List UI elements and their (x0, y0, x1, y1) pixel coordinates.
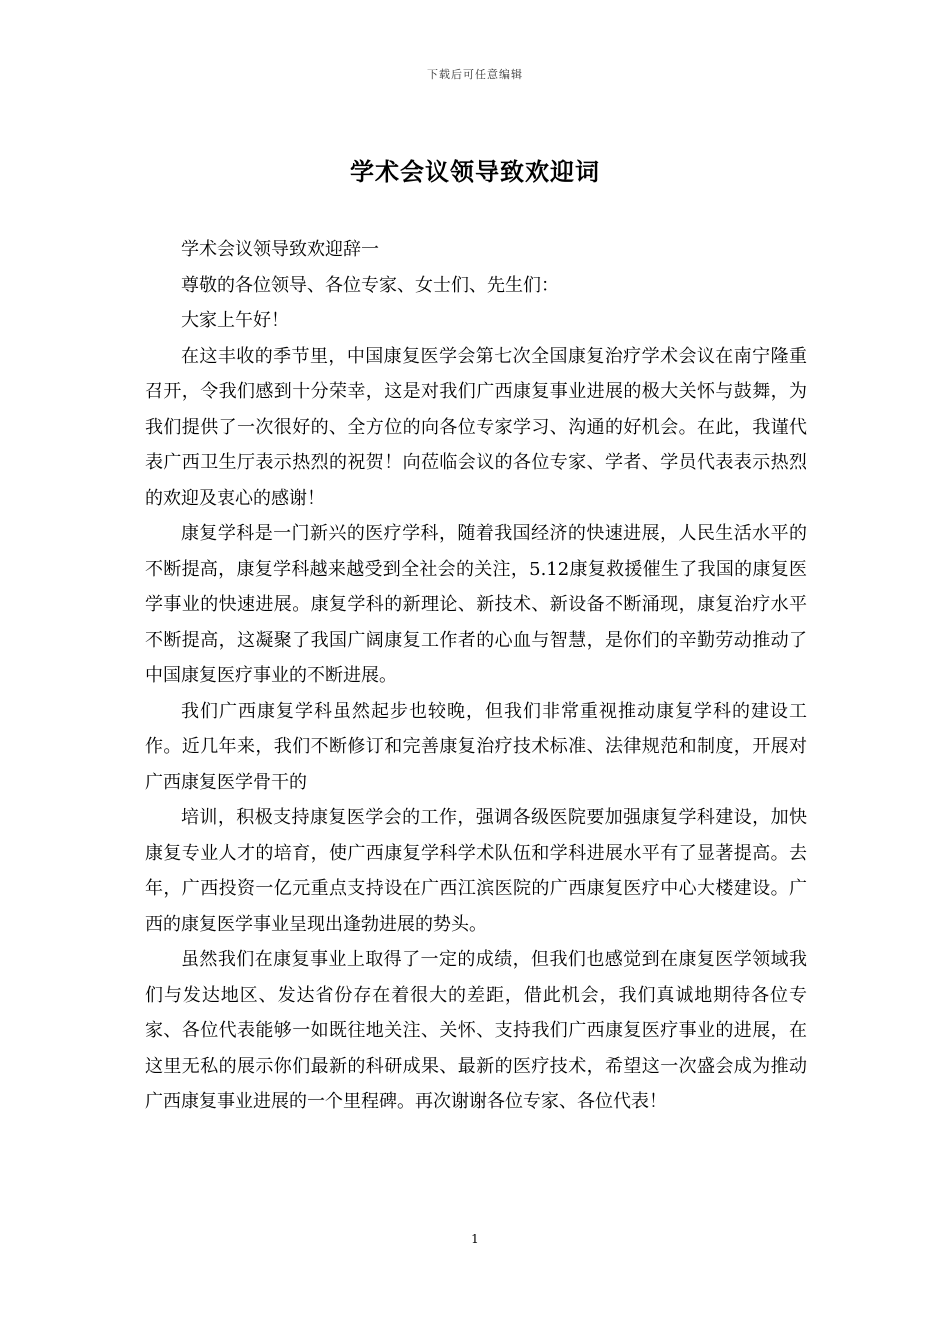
page-number: 1 (471, 1232, 479, 1246)
paragraph-greeting: 大家上午好！ (181, 310, 289, 331)
paragraph-salutation: 尊敬的各位领导、各位专家、女士们、先生们： (181, 274, 559, 296)
paragraph: 康复学科是一门新兴的医疗学科，随着我国经济的快速进展，人民生活水平的不断提高，康复学科越来越受到全社会的关注，5.12康复救援催生了我国的康复医学事业的快速进展。康复学科的新理论、新技术、新设备不断涌现，康复治疗水平不断提高，这凝聚了我国广阔康复工作者的心血与智慧，是你们的辛勤劳动推动了中国康复医疗事业的不断进展。 (145, 523, 807, 686)
document-title: 学术会议领导致欢迎词 (350, 157, 600, 186)
document-body (145, 232, 807, 1120)
paragraph: 我们广西康复学科虽然起步也较晚，但我们非常重视推动康复学科的建设工作。近几年来，我们不断修订和完善康复治疗技术标准、法律规范和制度，开展对广西康复医学骨干的 (145, 700, 807, 793)
paragraph: 虽然我们在康复事业上取得了一定的成绩，但我们也感觉到在康复医学领域我们与发达地区、发达省份存在着很大的差距，借此机会，我们真诚地期待各位专家、各位代表能够一如既往地关注、关怀、支持我们广西康复医疗事业的进展，在这里无私的展示你们最新的科研成果、最新的医疗技术，希望这一次盛会成为推动广西康复事业进展的一个里程碑。再次谢谢各位专家、各位代表！ (145, 949, 807, 1112)
paragraph-subtitle: 学术会议领导致欢迎辞一 (181, 239, 379, 260)
header-note: 下载后可任意编辑 (427, 68, 523, 81)
paragraph: 在这丰收的季节里，中国康复医学会第七次全国康复治疗学术会议在南宁隆重召开，令我们感到十分荣幸，这是对我们广西康复事业进展的极大关怀与鼓舞，为我们提供了一次很好的、全方位的向各位专家学习、沟通的好机会。在此，我谨代表广西卫生厅表示热烈的祝贺！向莅临会议的各位专家、学者、学员代表表示热烈的欢迎及衷心的感谢！ (145, 345, 807, 509)
paragraph: 培训，积极支持康复医学会的工作，强调各级医院要加强康复学科建设，加快康复专业人才的培育，使广西康复学科学术队伍和学科进展水平有了显著提高。去年，广西投资一亿元重点支持设在广西江滨医院的广西康复医疗中心大楼建设。广西的康复医学事业呈现出逢勃进展的势头。 (145, 807, 807, 935)
